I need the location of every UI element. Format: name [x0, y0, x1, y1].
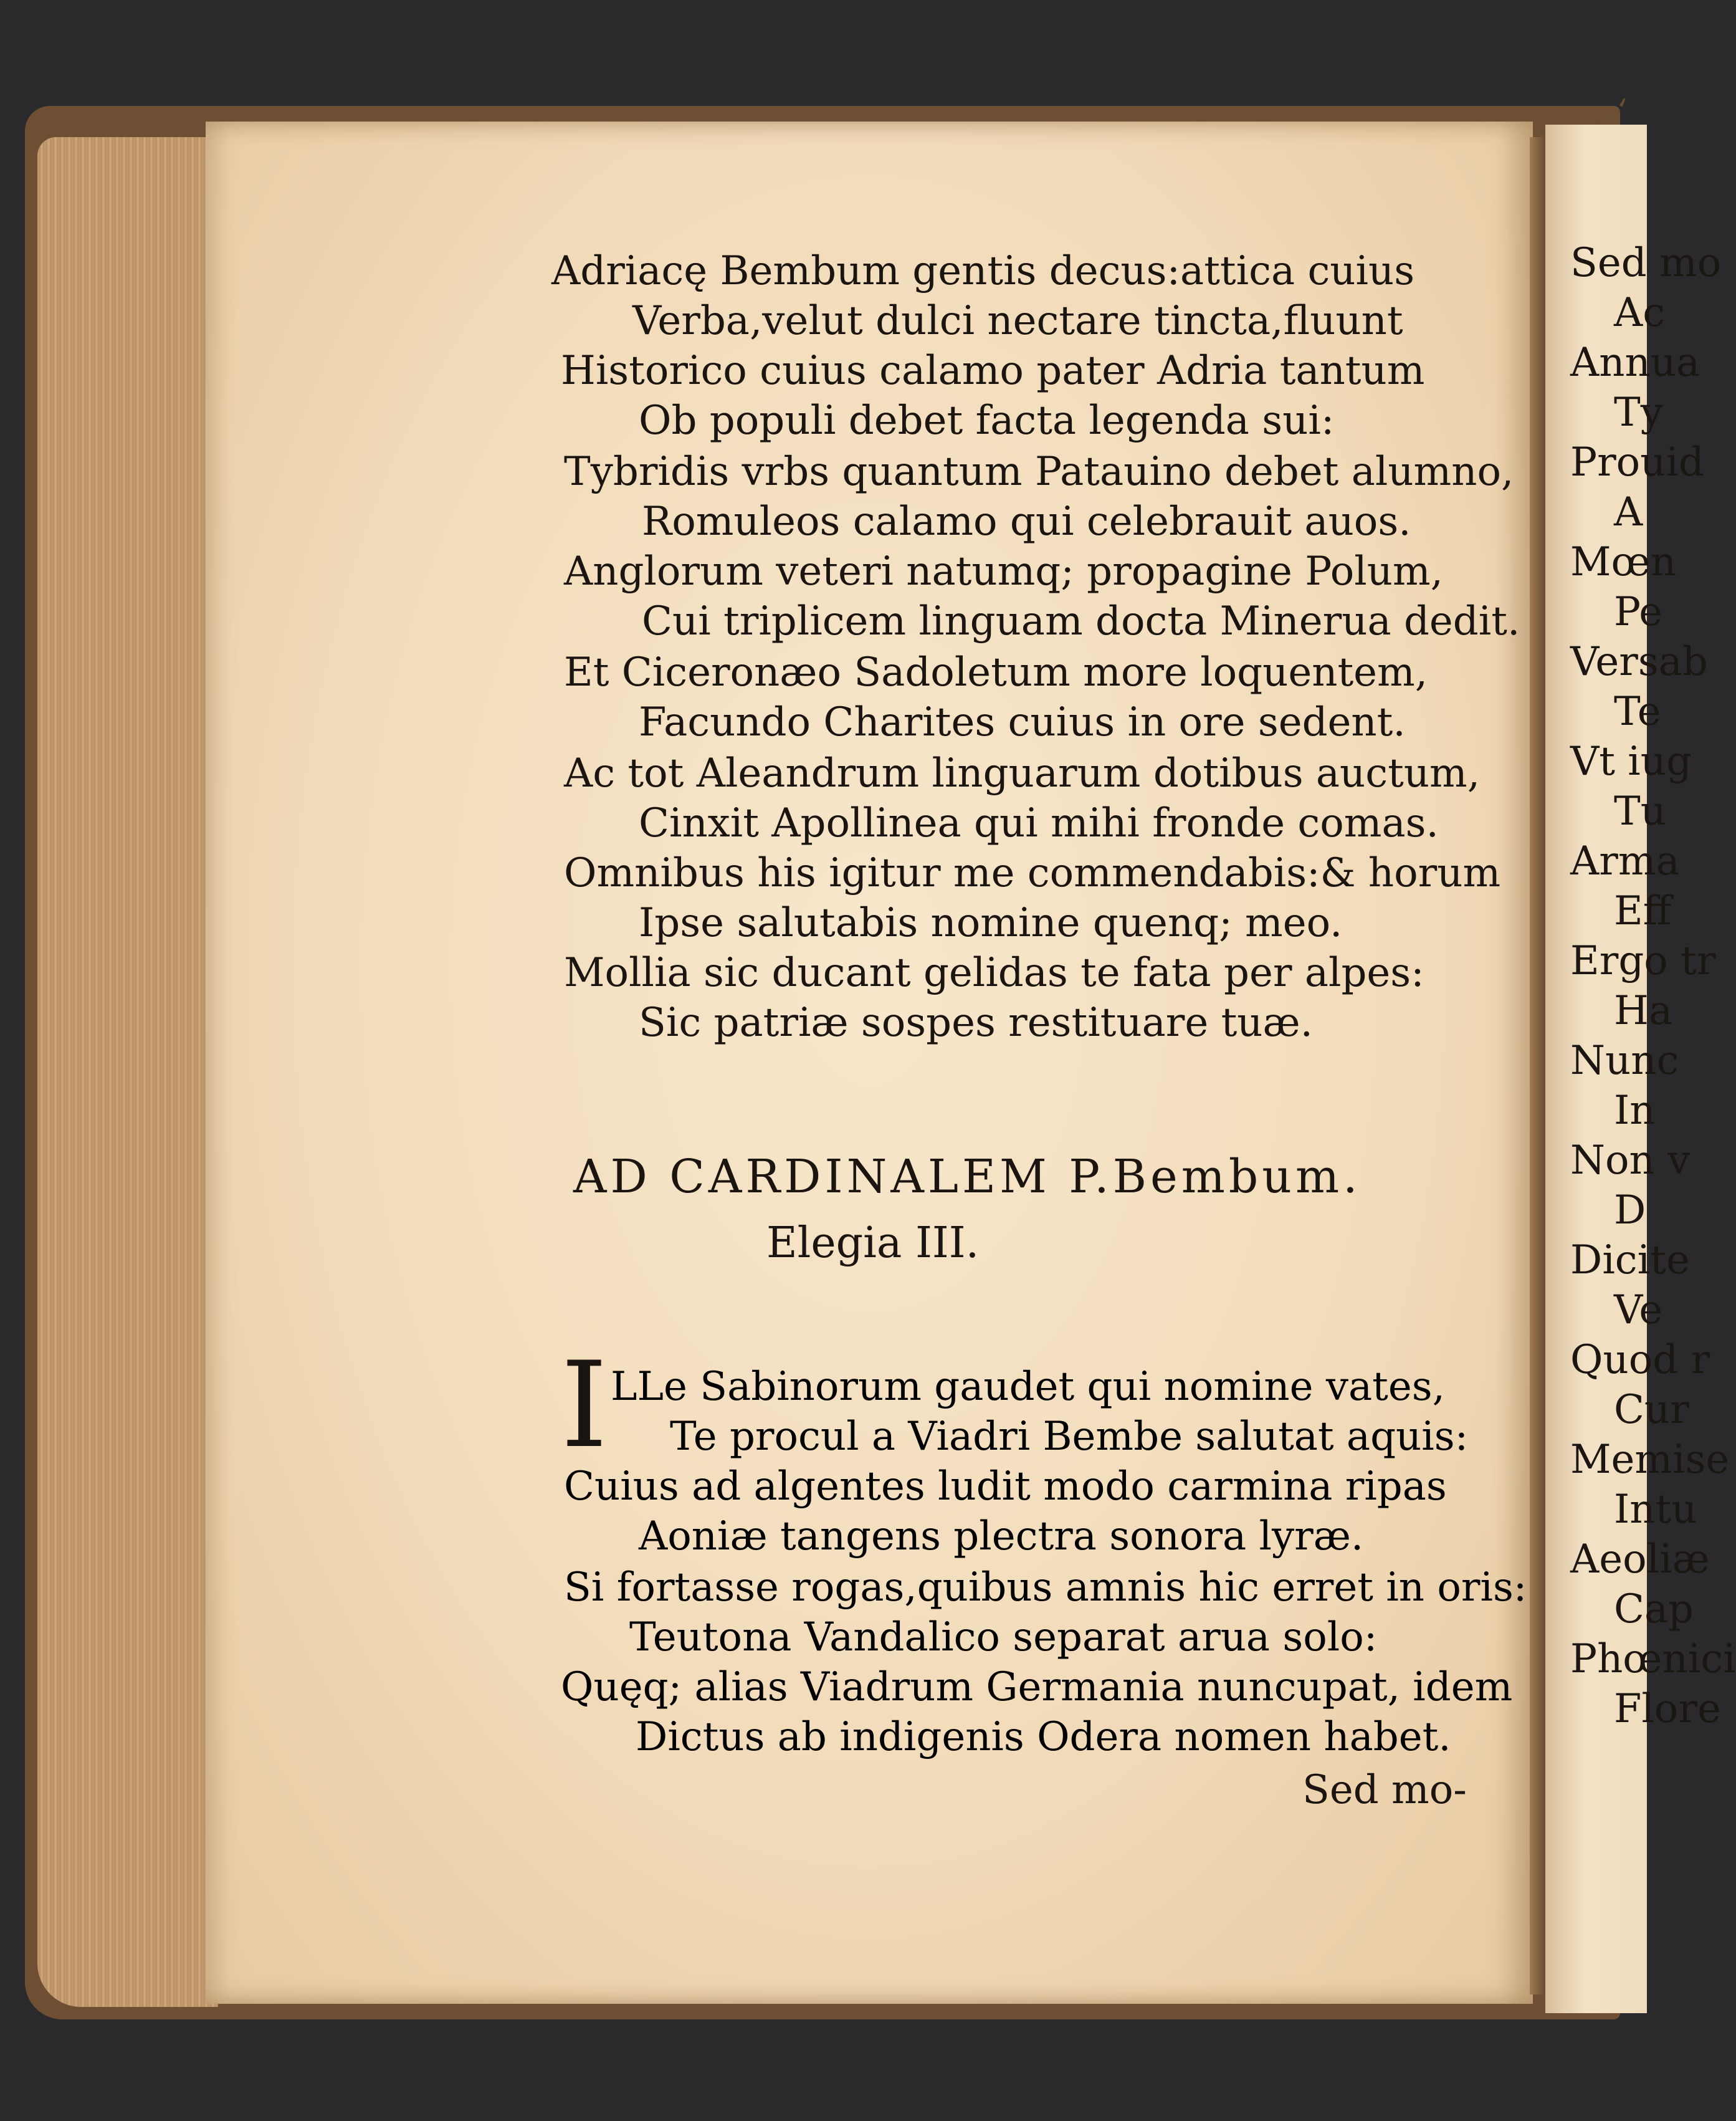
verse-line: Teutona Vandalico separat arua solo: [629, 1614, 1378, 1660]
facing-fragment: Ty [1614, 390, 1663, 436]
facing-fragment: Ergo tr [1570, 938, 1716, 984]
facing-fragment: Non v [1570, 1137, 1691, 1184]
facing-fragment: Memise [1570, 1437, 1730, 1483]
facing-fragment: Flore [1614, 1686, 1721, 1732]
facing-fragment: Cap [1614, 1586, 1694, 1632]
verse-line: Verba,velut dulci nectare tincta,fluunt [632, 298, 1403, 344]
verse-line: Facundo Charites cuius in ore sedent. [639, 699, 1406, 745]
verse-line: Ac tot Aleandrum linguarum dotibus auctum, [564, 750, 1481, 797]
facing-fragment: Annua [1570, 340, 1700, 386]
facing-fragment: Eff [1614, 888, 1672, 934]
facing-fragment: Arma [1570, 838, 1680, 884]
facing-fragment: Ve [1614, 1287, 1663, 1333]
verse-line: Quęq; alias Viadrum Germania nuncupat, idem [561, 1664, 1513, 1710]
verse-line: Te procul a Viadri Bembe salutat aquis: [670, 1414, 1469, 1460]
facing-fragment: Ha [1614, 988, 1672, 1034]
facing-fragment: Tu [1614, 788, 1666, 835]
verse-line: Si fortasse rogas,quibus amnis hic erret in oris: [564, 1564, 1527, 1611]
facing-page-edge [1545, 125, 1736, 2013]
facing-fragment: Sed mo [1570, 240, 1722, 286]
verse-line: Dictus ab indigenis Odera nomen habet. [636, 1714, 1451, 1760]
verse-line: Mollia sic ducant gelidas te fata per alpes: [564, 950, 1424, 996]
facing-fragment: Cur [1614, 1387, 1689, 1433]
verse-line: Ob populi debet facta legenda sui: [639, 398, 1335, 444]
facing-fragment: In [1614, 1088, 1656, 1134]
verse-line: Tybridis vrbs quantum Patauino debet alumno, [564, 449, 1514, 495]
verse-line: Cuius ad algentes ludit modo carmina ripas [564, 1463, 1447, 1510]
facing-fragment: Ac [1614, 290, 1666, 336]
facing-fragment: Vt iug [1570, 739, 1692, 785]
facing-fragment: Dicite [1570, 1237, 1690, 1283]
page-fore-edge [37, 137, 218, 2007]
facing-fragment: Versab [1570, 639, 1708, 685]
facing-fragment: Nunc [1570, 1038, 1679, 1084]
facing-fragment: Intu [1614, 1487, 1697, 1533]
catchword: Sed mo- [1302, 1767, 1467, 1813]
verse-line: Historico cuius calamo pater Adria tantum [561, 348, 1425, 394]
facing-fragment: Aeoliæ [1570, 1536, 1710, 1582]
verse-line: Et Ciceronæo Sadoletum more loquentem, [564, 649, 1428, 696]
facing-fragment: D [1614, 1187, 1646, 1233]
facing-fragment: Te [1614, 689, 1661, 735]
verse-line: Aoniæ tangens plectra sonora lyræ. [639, 1513, 1364, 1559]
elegy-number: Elegia III. [766, 1218, 980, 1268]
facing-fragment: Prouid [1570, 439, 1704, 486]
left-page [206, 122, 1533, 2004]
verse-line: Ipse salutabis nomine quenq; meo. [639, 900, 1343, 946]
verse-line: Cinxit Apollinea qui mihi fronde comas. [639, 800, 1439, 846]
verse-line-first: LLe Sabinorum gaudet qui nomine vates, [611, 1364, 1445, 1410]
facing-fragment: Pe [1614, 589, 1663, 635]
facing-fragment: Quod r [1570, 1337, 1710, 1383]
facing-fragment: Phœnici [1570, 1636, 1736, 1682]
verse-line: Adriacę Bembum gentis decus:attica cuius [551, 248, 1415, 294]
verse-line: Cui triplicem linguam docta Minerua dedit. [642, 598, 1520, 644]
verse-line: Omnibus his igitur me commendabis:& horum [564, 850, 1501, 896]
facing-fragment: Mœn [1570, 539, 1677, 585]
verse-line: Sic patriæ sospes restituare tuæ. [639, 1000, 1313, 1046]
elegy-heading: AD CARDINALEM P.Bembum. [573, 1150, 1362, 1204]
verse-line: Anglorum veteri natumq; propagine Polum, [564, 548, 1443, 595]
verse-line: Romuleos calamo qui celebrauit auos. [642, 499, 1411, 545]
drop-capital: I [561, 1336, 608, 1474]
facing-fragment: A [1614, 489, 1643, 535]
